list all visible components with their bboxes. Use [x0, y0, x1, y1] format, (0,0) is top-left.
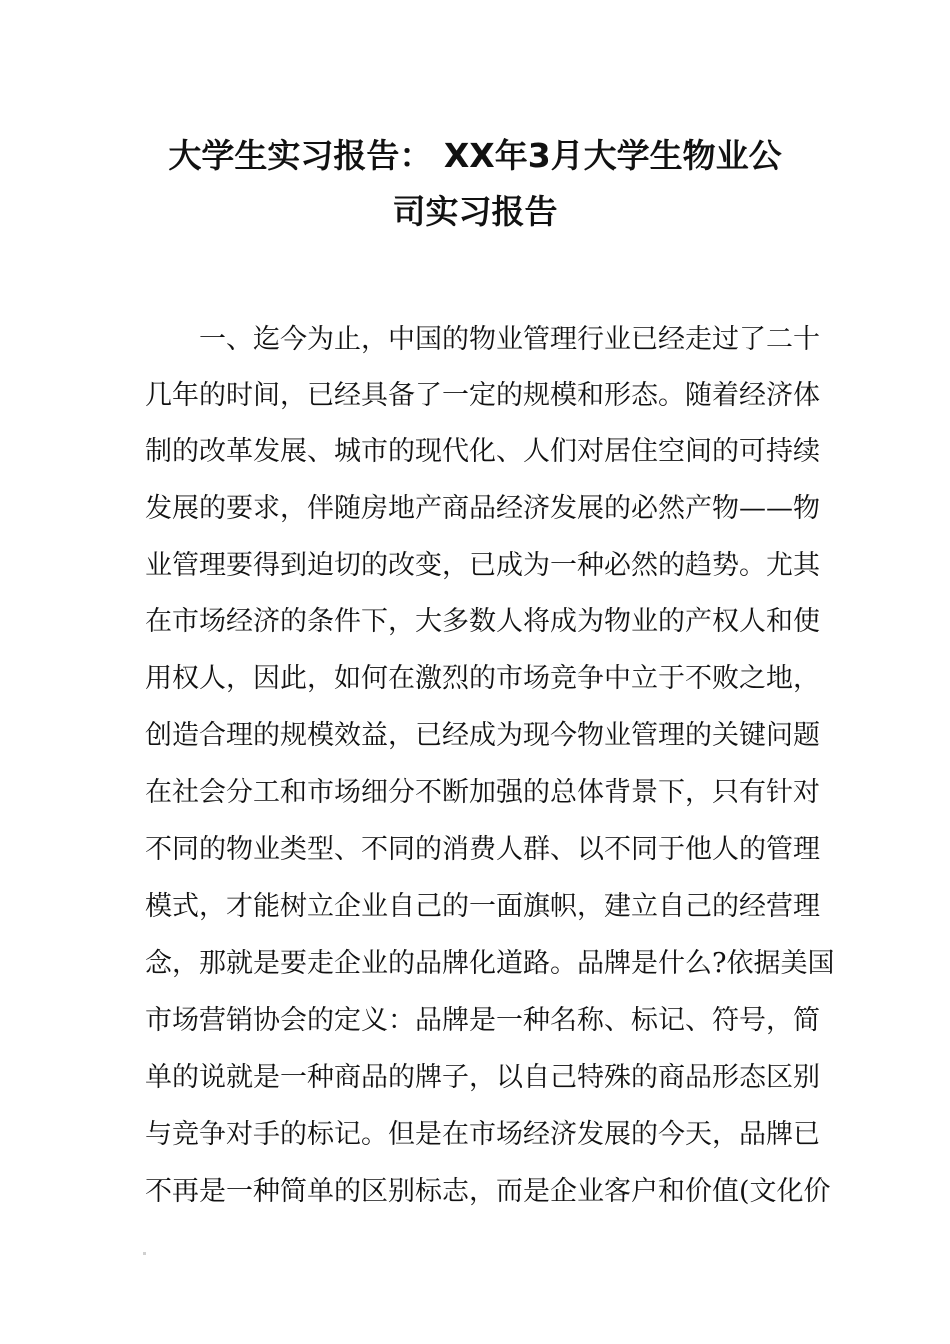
paragraph-line: 一、迄今为止，中国的物业管理行业已经走过了二十 — [199, 324, 820, 355]
paragraph-line: 模式，才能树立企业自己的一面旗帜，建立自己的经营理 — [145, 891, 820, 922]
document-title-line-2: 司实习报告 — [392, 192, 558, 231]
paragraph-line: 用权人，因此，如何在激烈的市场竞争中立于不败之地， — [145, 663, 820, 694]
paragraph-line: 在市场经济的条件下，大多数人将成为物业的产权人和使 — [145, 606, 820, 637]
paragraph-line: 念，那就是要走企业的品牌化道路。品牌是什么?依据美国 — [145, 948, 835, 979]
paragraph-line: 在社会分工和市场细分不断加强的总体背景下，只有针对 — [145, 777, 820, 808]
paragraph-line: 业管理要得到迫切的改变，已成为一种必然的趋势。尤其 — [145, 550, 820, 581]
paragraph-line: 创造合理的规模效益，已经成为现今物业管理的关键问题 — [145, 720, 820, 751]
paragraph-line: 制的改革发展、城市的现代化、人们对居住空间的可持续 — [145, 436, 820, 467]
page-footer-dot — [143, 1252, 146, 1255]
paragraph-line: 几年的时间，已经具备了一定的规模和形态。随着经济体 — [145, 380, 820, 411]
paragraph-line: 不同的物业类型、不同的消费人群、以不同于他人的管理 — [145, 834, 820, 865]
document-title-line-1: 大学生实习报告： XX年3月大学生物业公 — [168, 136, 782, 175]
paragraph-line: 单的说就是一种商品的牌子，以自己特殊的商品形态区别 — [145, 1062, 820, 1093]
paragraph-line: 不再是一种简单的区别标志，而是企业客户和价值(文化价 — [145, 1176, 831, 1207]
paragraph-line: 与竞争对手的标记。但是在市场经济发展的今天，品牌已 — [145, 1119, 820, 1150]
paragraph-line: 发展的要求，伴随房地产商品经济发展的必然产物——物 — [145, 493, 820, 524]
paragraph-line: 市场营销协会的定义：品牌是一种名称、标记、符号，简 — [145, 1005, 820, 1036]
